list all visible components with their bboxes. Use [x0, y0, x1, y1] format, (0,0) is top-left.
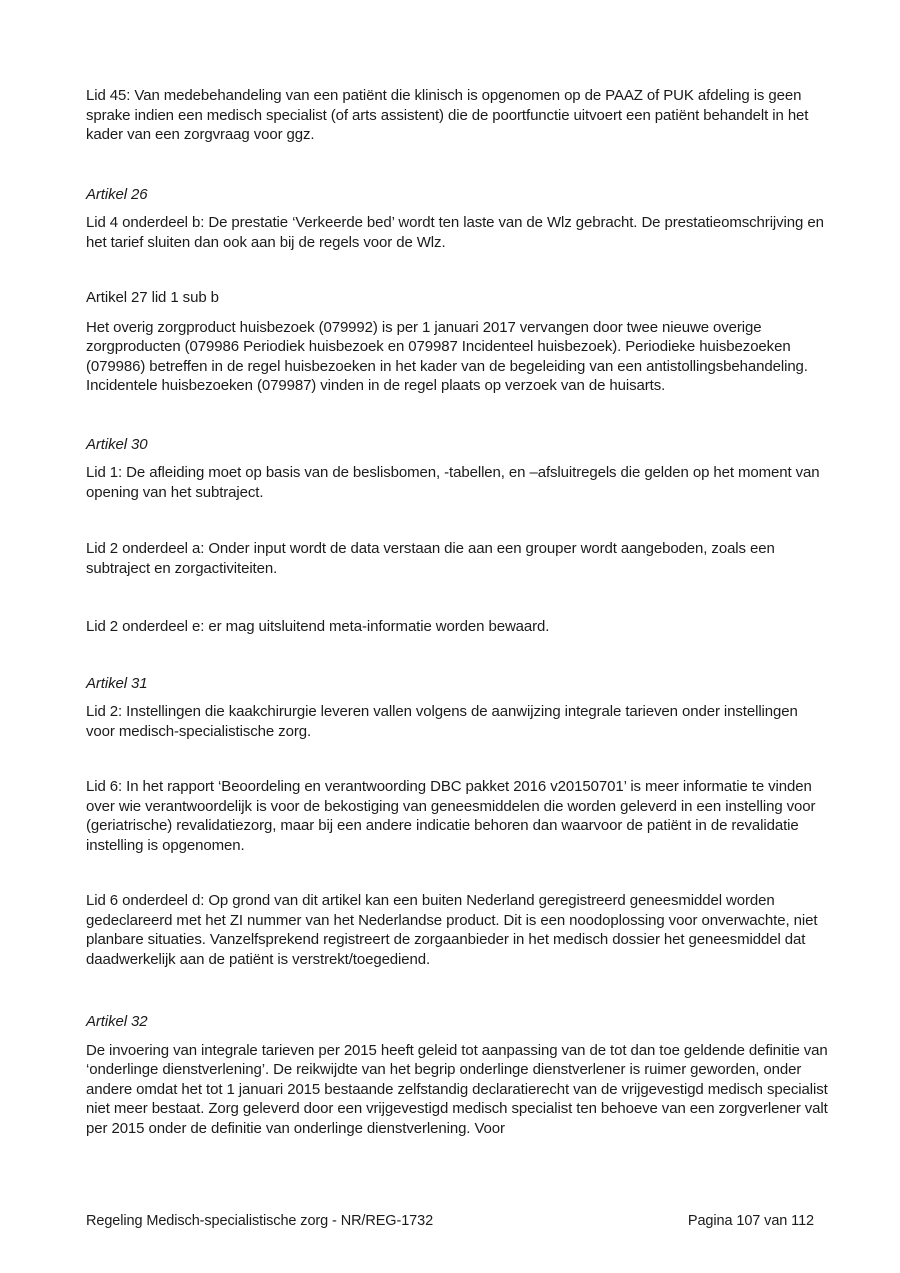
paragraph-artikel-31-lid-6: Lid 6: In het rapport ‘Beoordeling en verantwoording DBC pakket 2016 v20150701’ is meer informatie te vinden over wie verantwoordelijk is voor de bekostiging van geneesmiddelen die worden geleverd in een instelling voor (geriatrische) revalidatiezorg, maar bij een andere indicatie behoren dan waarvoor de patiënt in de revalidatie instelling is opgenomen.	[86, 778, 816, 854]
paragraph-artikel-32-intro: De invoering van integrale tarieven per 2015 heeft geleid tot aanpassing van de tot dan toe geldende definitie van ‘onderlinge dienstverlening’. De reikwijdte van het begrip onderlinge dienstverlener is ruimer geworden, onder andere omdat het tot 1 januari 2015 bestaande zelfstandig declaratierecht van de vrijgevestigd medisch specialist niet meer bestaat. Zorg geleverd door een vrijgevestigd medisch specialist ten behoeve van een zorgverlener valt per 2015 onder de definitie van onderlinge dienstverlening. Voor	[86, 1041, 828, 1137]
document-body	[86, 86, 828, 1138]
paragraph-artikel-26-lid-4b: Lid 4 onderdeel b: De prestatie ‘Verkeerde bed’ wordt ten laste van de Wlz gebracht. De prestatieomschrijving en het tarief sluiten dan ook aan bij de regels voor de Wlz.	[86, 214, 824, 251]
footer-document-title: Regeling Medisch-specialistische zorg - NR/REG-1732	[86, 1213, 434, 1229]
paragraph-artikel-31-lid-6d: Lid 6 onderdeel d: Op grond van dit artikel kan een buiten Nederland geregistreerd geneesmiddel worden gedeclareerd met het ZI nummer van het Nederlandse product. Dit is een noodoplossing voor onverwachte, niet planbare situaties. Vanzelfsprekend registreert de zorgaanbieder in het medisch dossier het geneesmiddel dat daadwerkelijk aan de patiënt is verstrekt/toegediend.	[86, 892, 818, 968]
heading-artikel-32: Artikel 32	[86, 1013, 148, 1030]
page-footer	[86, 1212, 814, 1231]
heading-artikel-31: Artikel 31	[86, 674, 148, 692]
paragraph-artikel-27-huisbezoek: Het overig zorgproduct huisbezoek (079992) is per 1 januari 2017 vervangen door twee nieuwe overige zorgproducten (079986 Periodiek huisbezoek en 079987 Incidenteel huisbezoek). Periodieke huisbezoeken (079986) betreffen in de regel huisbezoeken in het kader van de begeleiding van een antistollingsbehandeling. Incidentele huisbezoeken (079987) vinden in de regel plaats op verzoek van de huisarts.	[86, 318, 808, 394]
heading-artikel-26: Artikel 26	[86, 185, 148, 203]
paragraph-artikel-31-lid-2: Lid 2: Instellingen die kaakchirurgie leveren vallen volgens de aanwijzing integrale tarieven onder instellingen voor medisch-specialistische zorg.	[86, 703, 798, 740]
footer-page-number: Pagina 107 van 112	[687, 1213, 814, 1229]
paragraph-artikel-30-lid-2e: Lid 2 onderdeel e: er mag uitsluitend meta-informatie worden bewaard.	[86, 618, 550, 635]
paragraph-lid-45: Lid 45: Van medebehandeling van een patiënt die klinisch is opgenomen op de PAAZ of PUK afdeling is geen sprake indien een medisch specialist (of arts assistent) die de poortfunctie uitvoert een patiënt behandelt in het kader van een zorgvraag voor ggz.	[86, 87, 809, 143]
heading-artikel-27-lid-1-sub-b: Artikel 27 lid 1 sub b	[86, 289, 219, 306]
paragraph-artikel-30-lid-2a: Lid 2 onderdeel a: Onder input wordt de data verstaan die aan een grouper wordt aangeboden, zoals een subtraject en zorgactiviteiten.	[86, 540, 775, 577]
heading-artikel-30: Artikel 30	[86, 435, 148, 453]
paragraph-artikel-30-lid-1: Lid 1: De afleiding moet op basis van de beslisbomen, -tabellen, en –afsluitregels die gelden op het moment van opening van het subtraject.	[86, 464, 820, 501]
